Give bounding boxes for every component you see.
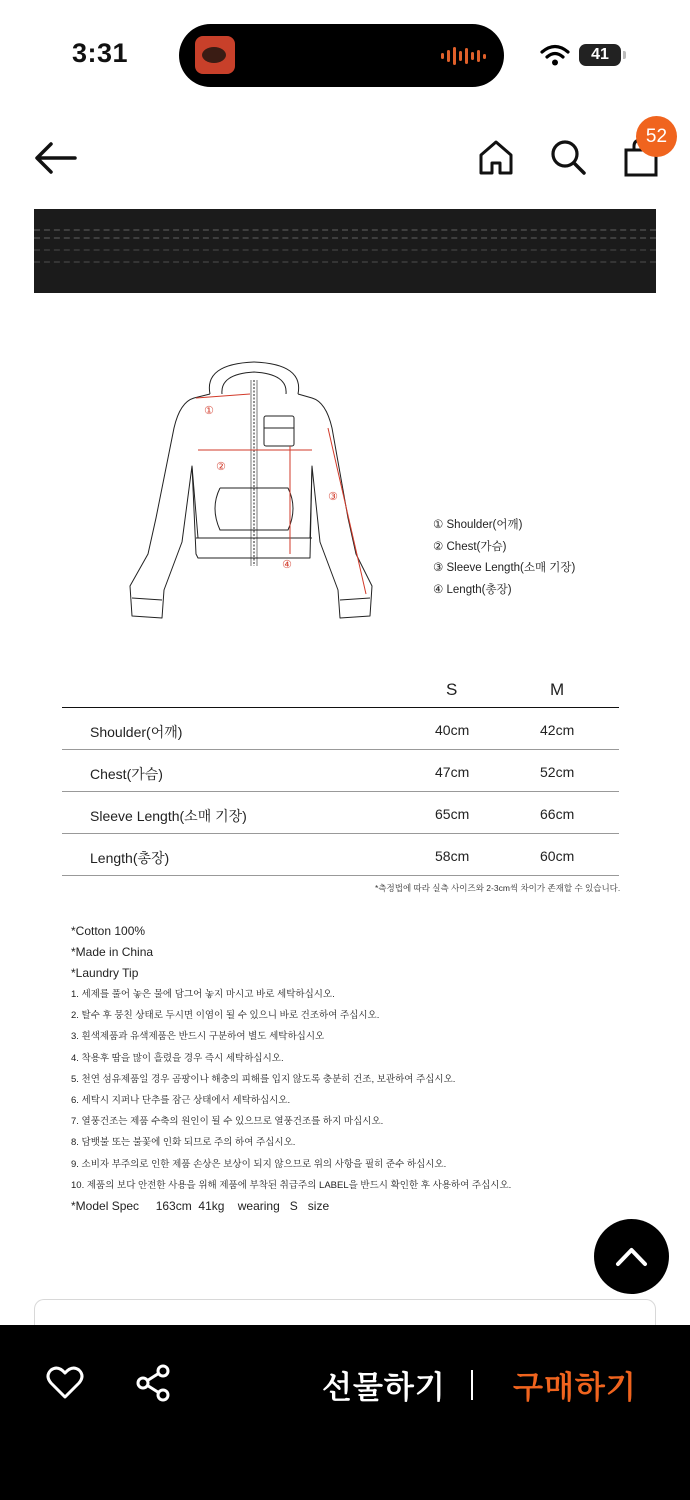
share-icon[interactable] [134,1364,172,1402]
laundry-title: *Laundry Tip [71,966,139,980]
laundry-tip: 8. 담뱃불 또는 불꽃에 인화 되므로 주의 하여 주십시오. [71,1137,296,1149]
model-spec-text: *Model Spec 163cm 41kg wearing S size [71,1199,330,1214]
home-icon[interactable] [477,138,515,176]
laundry-tip: 6. 세탁시 지퍼나 단추를 잠근 상태에서 세탁하십시오. [71,1095,291,1107]
laundry-tip: 1. 세제를 풀어 놓은 물에 담그어 놓지 마시고 바로 세탁하십시오. [71,989,335,1000]
cell-s: 47cm [435,764,470,780]
hoodie-measurement-diagram [122,358,392,628]
row-label: Shoulder(어깨) [90,724,183,740]
marker-3: ③ [328,490,338,503]
legend-item: ② Chest(가슴) [433,540,507,553]
scroll-top-button[interactable] [594,1219,669,1294]
marker-2: ② [216,460,226,473]
search-icon[interactable] [549,138,587,176]
marker-4: ④ [282,558,292,571]
legend-item: ④ Length(총장) [433,583,512,596]
material-text: *Cotton 100% [71,924,146,938]
size-table-header [62,673,619,708]
buy-button[interactable]: 구매하기 [513,1370,637,1405]
laundry-tip: 4. 착용후 땀을 많이 흘렸을 경우 즉시 세탁하십시오. [71,1052,284,1064]
cell-s: 40cm [435,722,470,738]
laundry-tip: 2. 탈수 후 뭉친 상태로 두시면 이염이 될 수 있으니 바로 건조하여 주십시오. [71,1010,380,1022]
cell-m: 60cm [540,848,575,864]
laundry-tip: 3. 흰색제품과 유색제품은 반드시 구분하여 별도 세탁하십시오 [71,1031,325,1043]
product-info-text [71,921,511,1217]
audio-waveform-icon [441,46,486,66]
button-divider [471,1370,473,1400]
cell-s: 65cm [435,806,470,822]
battery-indicator: 41 [579,44,621,66]
size-column-s: S [446,680,458,699]
laundry-tip: 10. 제품의 보다 안전한 사용을 위해 제품에 부착된 취급주의 LABEL을 반드시 확인한 후 사용하여 주십시오. [71,1179,512,1191]
chevron-up-icon [594,1219,669,1294]
size-column-m: M [550,680,565,699]
size-table [62,673,619,876]
table-row [62,834,619,876]
legend-item: ① Shoulder(어깨) [433,519,523,531]
gift-button[interactable]: 선물하기 [322,1370,446,1405]
heart-icon[interactable] [46,1366,84,1400]
laundry-tip: 5. 천연 섬유제품일 경우 곰팡이나 해충의 피해를 입지 않도록 충분히 건조, 보관하여 주십시오. [71,1073,456,1085]
back-arrow-icon[interactable] [33,140,77,176]
row-label: Chest(가슴) [90,766,163,782]
table-row [62,792,619,834]
legend-item: ③ Sleeve Length(소매 기장) [433,562,576,574]
cart-count-badge[interactable]: 52 [636,116,677,157]
wifi-icon [540,44,570,66]
dynamic-island[interactable] [179,24,504,87]
cell-m: 42cm [540,722,575,738]
status-time: 3:31 [72,38,129,68]
bottom-action-bar [0,1325,690,1500]
cell-m: 66cm [540,806,575,822]
laundry-tip: 7. 열풍건조는 제품 수축의 원인이 될 수 있으므로 열풍건조를 하지 마십시오. [71,1116,384,1128]
table-row [62,708,619,750]
marker-1: ① [204,404,214,417]
now-playing-artwork [195,36,235,74]
product-detail-image [34,209,656,293]
origin-text: *Made in China [71,945,154,959]
measurement-note: *측정법에 따라 실측 사이즈와 2-3cm씩 차이가 존재할 수 있습니다. [375,883,621,893]
row-label: Length(총장) [90,850,170,866]
cell-s: 58cm [435,848,470,864]
cell-m: 52cm [540,764,575,780]
row-label: Sleeve Length(소매 기장) [90,808,247,824]
laundry-tip: 9. 소비자 부주의로 인한 제품 손상은 보상이 되지 않으므로 위의 사항을 필히 준수 하십시오. [71,1158,447,1170]
measurement-legend [433,515,575,601]
table-row [62,750,619,792]
